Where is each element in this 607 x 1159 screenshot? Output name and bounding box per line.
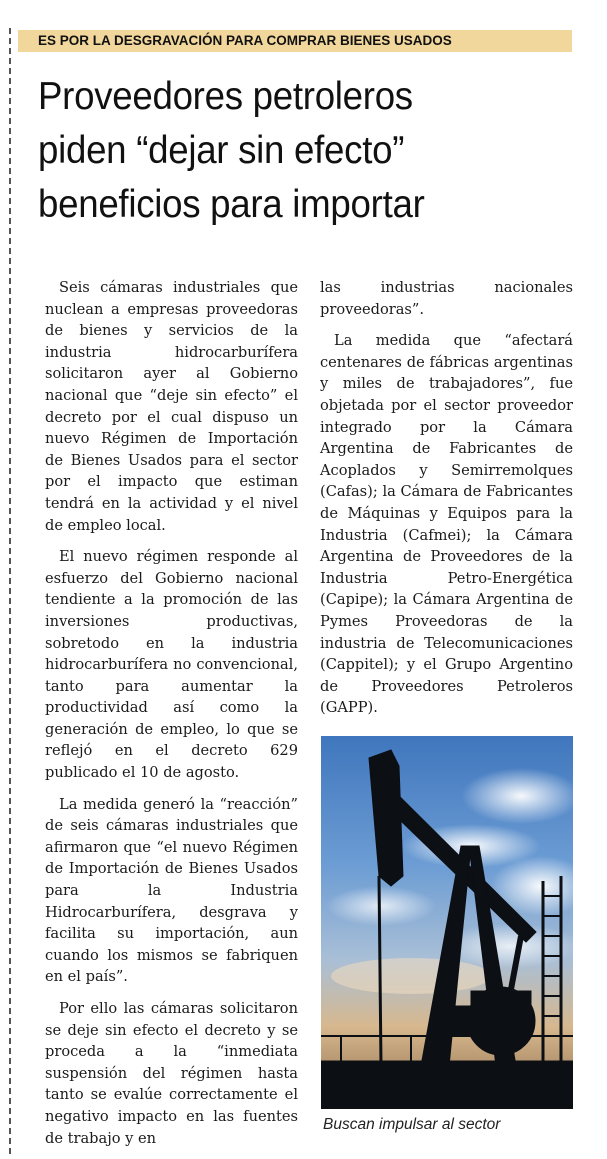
kicker-banner: ES POR LA DESGRAVACIÓN PARA COMPRAR BIENES USADOS [18, 30, 572, 52]
paragraph: La medida que “afectará centenares de fábricas argentinas y miles de trabajadores”, fue objetada por el sector proveedor integrado por la Cámara Argentina de Fabricantes de Acoplados y Semirremolques (Cafas); la Cámara de Fabricantes de Máquinas y Equipos para la Industria (Cafmei); la Cámara Argentina de Proveedores de la Industria Petro-Energética (Capipe); la Cámara Argentina de Pymes Proveedoras de la industria de Telecomunicaciones (Cappitel); y el Grupo Argentino de Proveedores Petroleros (GAPP). [320, 332, 573, 717]
headline-line-3: beneficios para importar [38, 183, 425, 226]
headline-line-2: piden “dejar sin efecto” [38, 129, 405, 172]
paragraph: las industrias nacionales proveedoras”. [320, 279, 573, 318]
article-column-2 [320, 277, 573, 729]
headline [38, 70, 546, 232]
paragraph: El nuevo régimen responde al esfuerzo del Gobierno nacional tendiente a la promoción de las inversiones productivas, sobretodo en la industria hidrocarburífera no convencional, tanto para aumentar la productividad así como la generación de empleo, lo que se reflejó en el decreto 629 publicado el 10 de agosto. [45, 548, 298, 782]
paragraph: La medida generó la “reacción” de seis cámaras industriales que afirmaron que “el nuevo Régimen de Importación de Bienes Usados para la Industria Hidrocarburífera, desgrava y facilita su importación, aun cuando los mismos se fabriquen en el país”. [45, 795, 298, 986]
oil-pumpjack-icon [321, 736, 573, 1109]
article-column-1 [45, 277, 298, 1159]
paragraph: Seis cámaras industriales que nuclean a empresas proveedoras de bienes y servicios de la industria hidrocarburífera solicitaron ayer al Gobierno nacional que “deje sin efecto” el decreto por el cual dispuso un nuevo Régimen de Importación de Bienes Usados para el sector por el impacto que estiman tendrá en la actividad y el nivel de empleo local. [45, 279, 298, 534]
photo-caption: Buscan impulsar al sector [323, 1116, 501, 1133]
oil-pumpjack-photo [321, 736, 573, 1109]
dashed-margin-rule [9, 28, 11, 1154]
headline-line-1: Proveedores petroleros [38, 75, 413, 118]
paragraph: Por ello las cámaras solicitaron se deje sin efecto el decreto y se proceda a la “inmediata suspensión del régimen hasta tanto se evalúe correctamente el negativo impacto en las fuentes de trabajo y en [45, 1000, 298, 1147]
